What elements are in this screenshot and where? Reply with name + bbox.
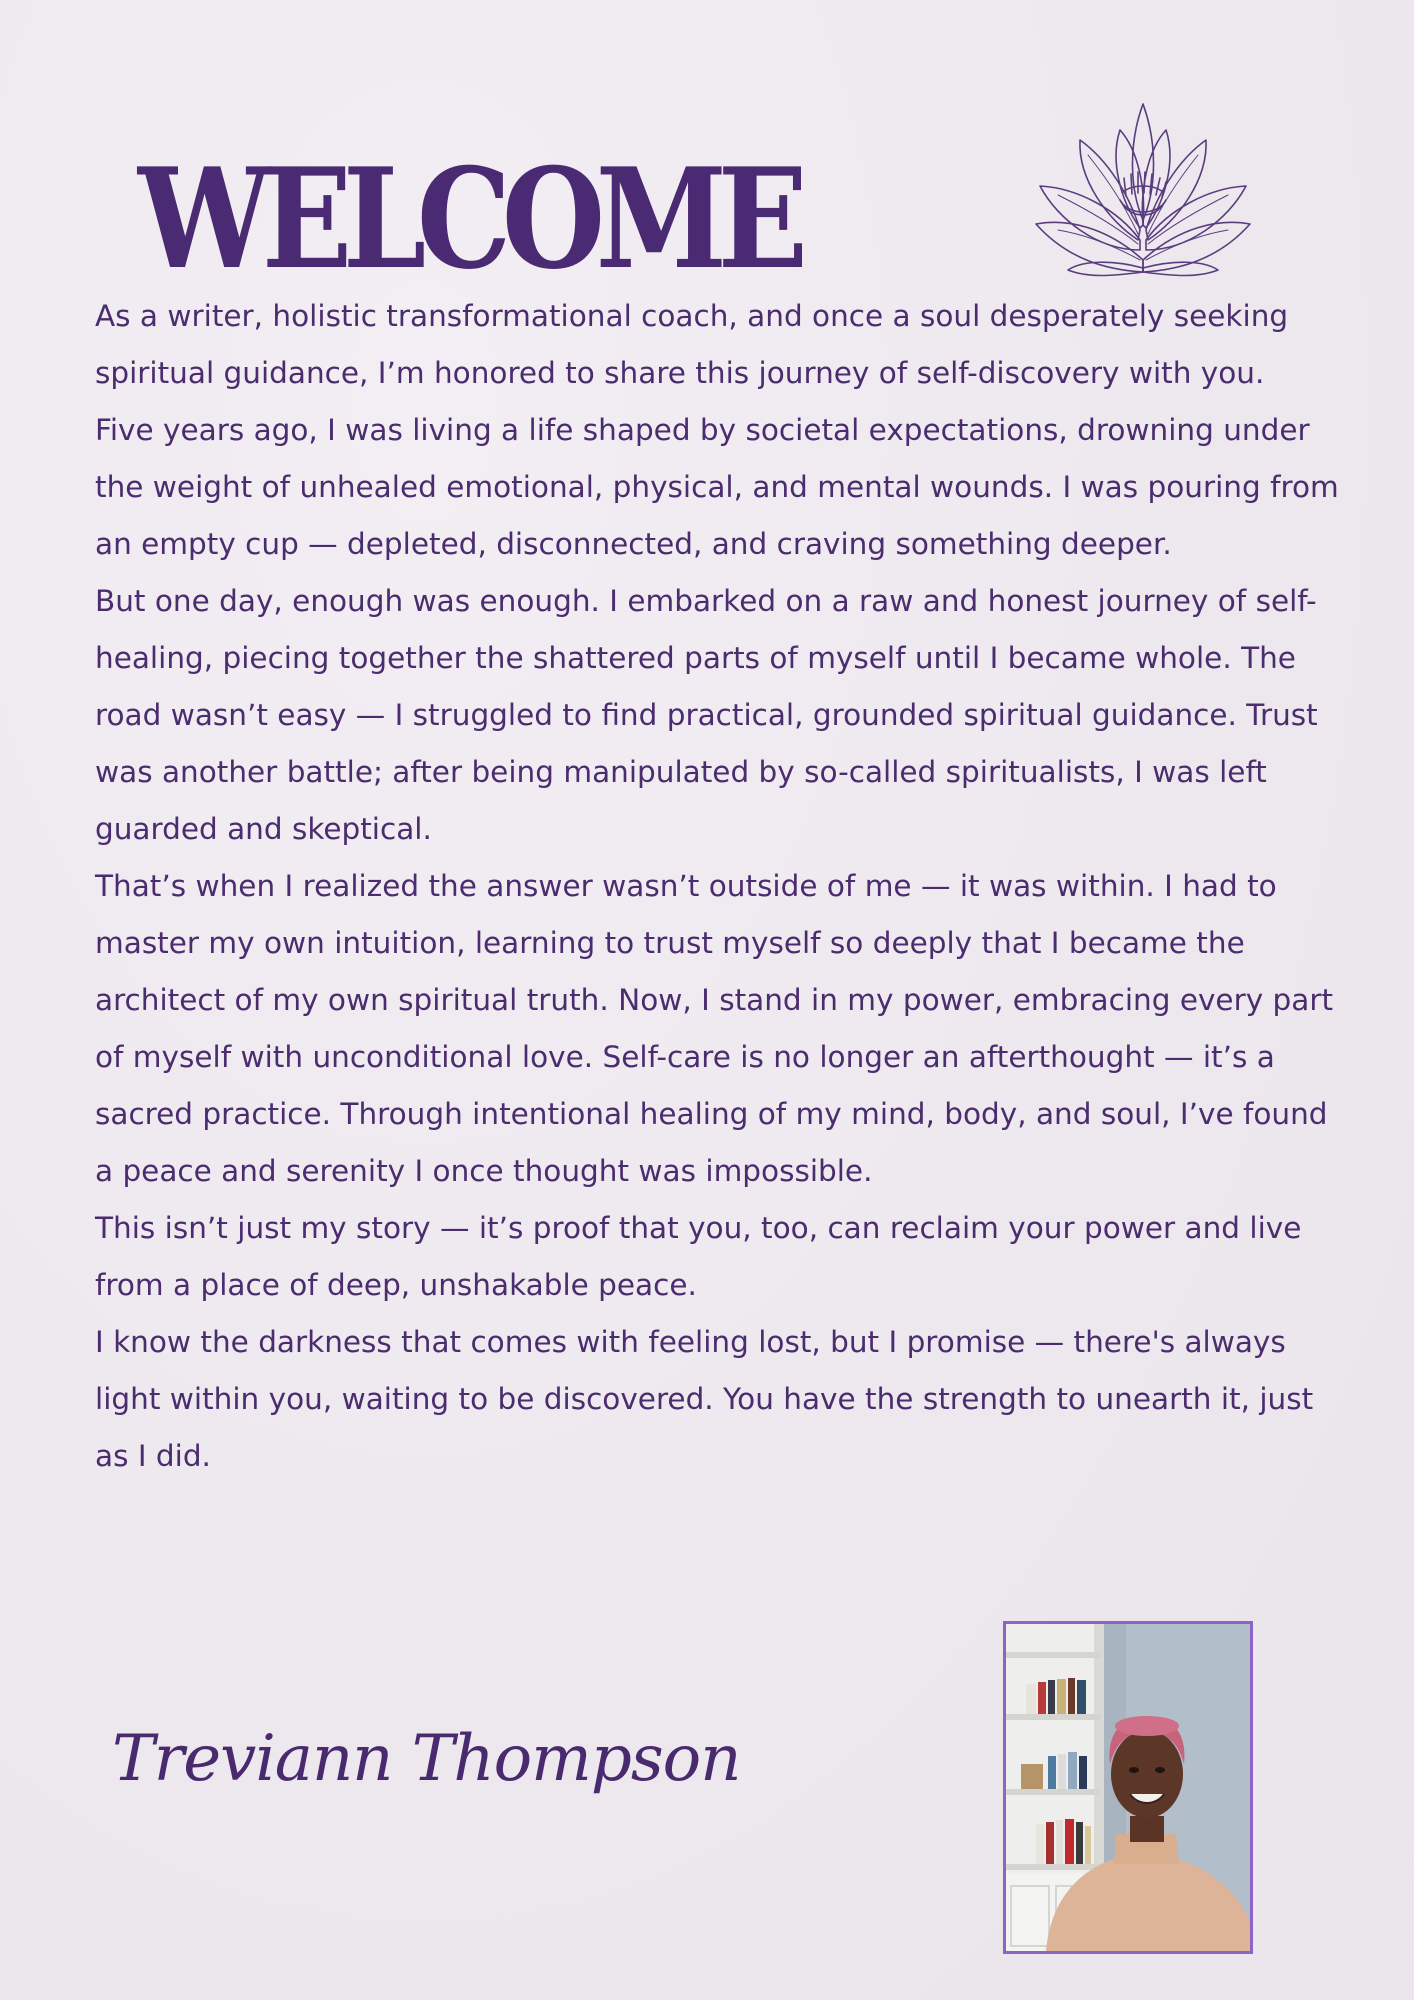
paragraph: As a writer, holistic transformational coach, and once a soul desperately seeking spiritual guidance, I’m honored to share this journey of self-discovery with you. <box>95 299 1289 390</box>
signature: Treviann Thompson <box>112 1722 741 1796</box>
paragraph: But one day, enough was enough. I embarked on a raw and honest journey of self-healing, piecing together the shattered parts of myself until I became whole. The road wasn’t easy — I struggled to find practical, grounded spiritual guidance. Trust was another battle; after being manipulated by so-called spiritualists, I was left guarded and skeptical. <box>95 584 1318 846</box>
lotus-flower-icon <box>1028 100 1258 278</box>
paragraph: I know the darkness that comes with feeling lost, but I promise — there's always light within you, waiting to be discovered. You have the strength to unearth it, just as I did. <box>95 1325 1314 1473</box>
paragraph: That’s when I realized the answer wasn’t outside of me — it was within. I had to master my own intuition, learning to trust myself so deeply that I became the architect of my own spiritual truth. Now, I stand in my power, embracing every part of myself with unconditional love. Self-care is no longer an afterthought — it’s a sacred practice. Through intentional healing of my mind, body, and soul, I’ve found a peace and serenity I once thought was impossible. <box>95 869 1334 1188</box>
page-title: WELCOME <box>138 137 799 300</box>
author-photo <box>1003 1621 1253 1954</box>
paragraph: Five years ago, I was living a life shaped by societal expectations, drowning under the weight of unhealed emotional, physical, and mental wounds. I was pouring from an empty cup — depleted, disconnected, and craving something deeper. <box>95 413 1339 561</box>
welcome-letter <box>95 288 1345 1485</box>
paragraph: This isn’t just my story — it’s proof that you, too, can reclaim your power and live from a place of deep, unshakable peace. <box>95 1211 1302 1302</box>
